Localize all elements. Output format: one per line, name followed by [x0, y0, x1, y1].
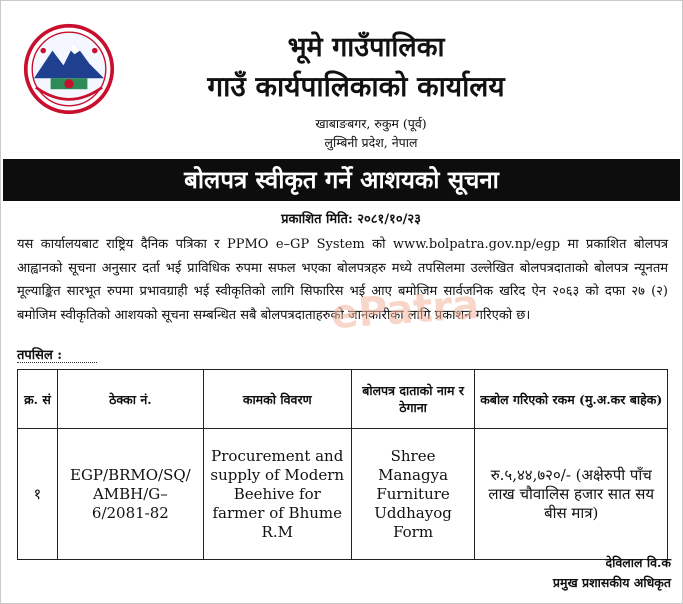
- header-work-desc: कामको विवरण: [203, 370, 351, 429]
- office-name: गाउँ कार्यपालिकाको कार्यालय: [207, 70, 505, 103]
- table-header-row: [18, 370, 668, 429]
- table-row: [18, 429, 668, 560]
- cell-contract-no: EGP/BRMO/SQ/ AMBH/G– 6/2081-82: [57, 429, 203, 560]
- address-line-2: लुम्बिनी प्रदेश, नेपाल: [324, 135, 418, 150]
- signatory-title: प्रमुख प्रशासकीय अधिकृत: [552, 575, 671, 590]
- award-table: [17, 369, 668, 560]
- header-contract-no: ठेक्का नं.: [57, 370, 203, 429]
- cell-sn: १: [18, 429, 58, 560]
- signatory-name: देविलाल वि.क: [605, 555, 671, 570]
- header-sn: क्र. सं: [18, 370, 58, 429]
- municipality-emblem-icon: [23, 23, 115, 115]
- details-underline: [17, 362, 97, 363]
- cell-amount: रु.५,४४,७२०/- (अक्षेरुपी पाँच लाख चौवालिस हजार सात सय बीस मात्र): [475, 429, 668, 560]
- address-line-1: खाबाङबगर, रुकुम (पूर्व): [315, 116, 427, 131]
- watermark: ePatra: [329, 281, 481, 339]
- cell-work-desc: Procurement and supply of Modern Beehive for farmer of Bhume R.M: [203, 429, 351, 560]
- municipality-name: भूमे गाउँपालिका: [287, 32, 445, 63]
- notice-paragraph: यस कार्यालयबाट राष्ट्रिय दैनिक पत्रिका र PPMO e–GP System को www.bolpatra.gov.np/egp मा प्रकाशित बोलपत्र आह्वानको सूचना अनुसार दर्ता भई प्राविधिक रुपमा सफल भएका बोलपत्रहरु मध्ये तपसिलमा उल्लेखित बोलपत्रदाताको बोलपत्र न्यूनतम मूल्याङ्कित सारभूत रुपमा प्रभावग्राही भई स्वीकृतिको लागि सिफारिस भई आए बमोजिम सार्वजनिक खरिद ऐन २०६३ को दफा २७ (२) बमोजिम स्वीकृतिको आशयको सूचना सम्बन्धित सबै बोलपत्रदाताहरुको जानकारीका लागि प्रकाशन गरिएको छ।: [17, 237, 668, 323]
- published-date: प्रकाशित मिति: २०८१/१०/२३: [281, 212, 421, 227]
- notice-title-banner: बोलपत्र स्वीकृत गर्ने आशयको सूचना: [3, 159, 680, 201]
- header-bidder: बोलपत्र दाताको नाम र ठेगाना: [351, 370, 475, 429]
- header-amount: कबोल गरिएको रकम (मु.अ.कर बाहेक): [475, 370, 668, 429]
- cell-bidder: Shree Managya Furniture Uddhayog Form: [351, 429, 475, 560]
- details-label: तपसिल :: [17, 348, 63, 363]
